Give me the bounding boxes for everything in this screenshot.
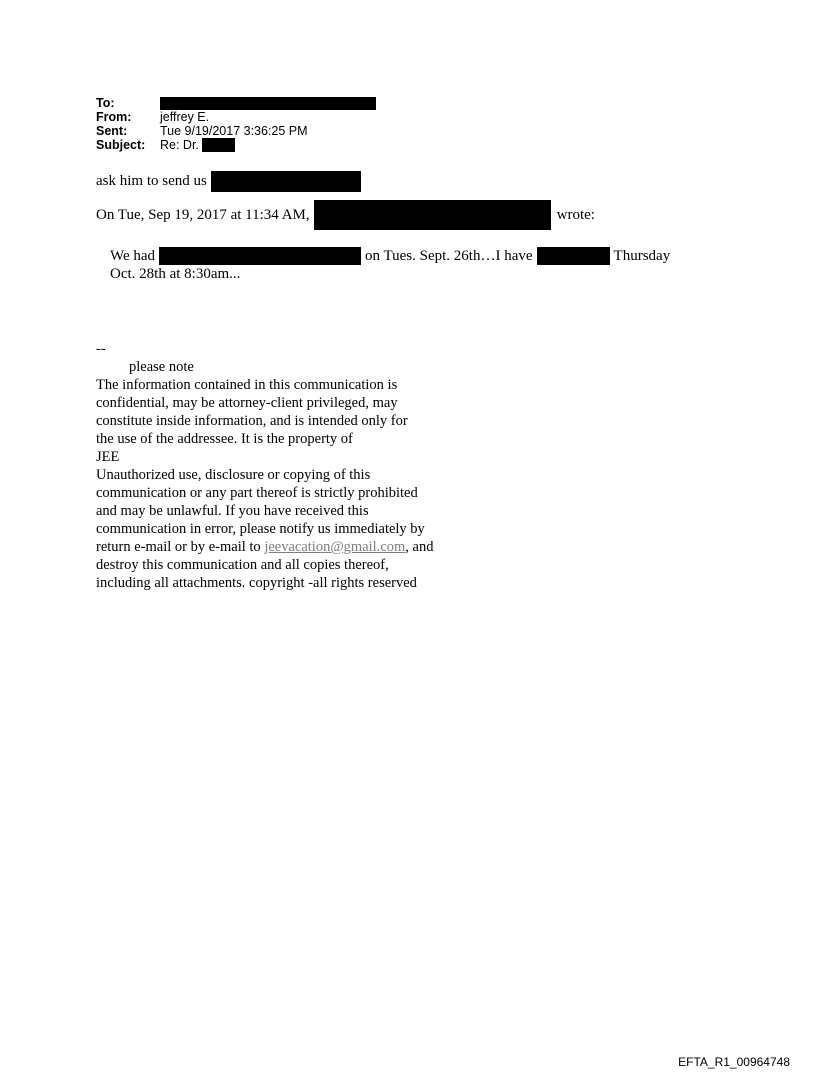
document-id: EFTA_R1_00964748 bbox=[678, 1055, 790, 1069]
email-link[interactable]: jeevacation@gmail.com bbox=[264, 539, 406, 555]
redaction-box bbox=[159, 247, 361, 265]
redaction-box bbox=[537, 247, 610, 265]
quoted-line-2: Oct. 28th at 8:30am... bbox=[110, 266, 241, 282]
sent-label: Sent: bbox=[96, 124, 128, 138]
sent-value: Tue 9/19/2017 3:36:25 PM bbox=[160, 124, 308, 138]
redaction-box bbox=[202, 138, 235, 152]
attribution-line bbox=[96, 200, 595, 230]
email-suffix: , and bbox=[405, 539, 434, 555]
from-label: From: bbox=[96, 110, 132, 124]
subject-label: Subject: bbox=[96, 138, 146, 152]
to-row bbox=[96, 96, 376, 110]
quote-part-1: We had bbox=[110, 248, 156, 264]
disclaimer-line: The information contained in this communication is bbox=[96, 377, 398, 393]
disclaimer-line: destroy this communication and all copies thereof, bbox=[96, 557, 389, 573]
attribution-prefix: On Tue, Sep 19, 2017 at 11:34 AM, bbox=[96, 206, 310, 223]
disclaimer-line: communication or any part thereof is strictly prohibited bbox=[96, 485, 418, 501]
from-value: jeffrey E. bbox=[160, 110, 210, 124]
disclaimer-line: including all attachments. copyright -all rights reserved bbox=[96, 575, 417, 591]
disclaimer-line: JEE bbox=[96, 449, 120, 465]
disclaimer-line: constitute inside information, and is intended only for bbox=[96, 413, 408, 429]
signature-note: please note bbox=[129, 359, 194, 375]
subject-value: Re: Dr. bbox=[160, 138, 199, 152]
reply-text: ask him to send us bbox=[96, 172, 207, 189]
email-header bbox=[96, 96, 376, 152]
quote-part-3: Thursday bbox=[613, 248, 671, 264]
quoted-line-1 bbox=[110, 247, 710, 265]
quoted-message bbox=[110, 247, 710, 283]
disclaimer-line: and may be unlawful. If you have received this bbox=[96, 503, 369, 519]
redaction-box bbox=[160, 97, 376, 110]
disclaimer-line: confidential, may be attorney-client privileged, may bbox=[96, 395, 398, 411]
from-row bbox=[96, 110, 376, 124]
sent-row bbox=[96, 124, 376, 138]
subject-row bbox=[96, 138, 376, 152]
redaction-box bbox=[211, 171, 361, 192]
signature-dashes: -- bbox=[96, 341, 106, 357]
to-label: To: bbox=[96, 96, 115, 110]
disclaimer-line: the use of the addressee. It is the property of bbox=[96, 431, 353, 447]
email-prefix: return e-mail or by e-mail to bbox=[96, 539, 261, 555]
disclaimer-email-line bbox=[96, 538, 433, 556]
attribution-suffix: wrote: bbox=[556, 206, 595, 223]
disclaimer-line: Unauthorized use, disclosure or copying of this bbox=[96, 467, 371, 483]
quote-part-2: on Tues. Sept. 26th…I have bbox=[365, 248, 533, 264]
redaction-box bbox=[314, 200, 551, 230]
reply-line bbox=[96, 171, 361, 191]
disclaimer-line: communication in error, please notify us immediately by bbox=[96, 521, 425, 537]
signature-block bbox=[96, 340, 433, 592]
